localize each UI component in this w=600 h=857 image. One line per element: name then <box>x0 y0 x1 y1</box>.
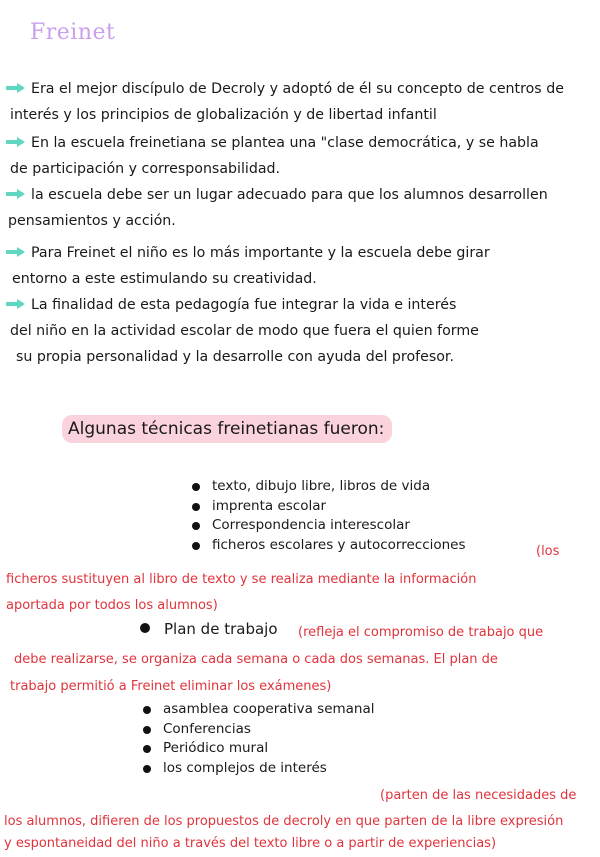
list-item-text: Correspondencia interescolar <box>212 517 410 533</box>
list-item-text: texto, dibujo libre, libros de vida <box>212 478 431 494</box>
paragraph-line: En la escuela freinetiana se plantea una "clase democrática, y se habla <box>31 135 539 151</box>
list-item-text: los complejos de interés <box>163 759 327 776</box>
bullet-dot-icon <box>143 726 151 734</box>
paragraph-4 <box>6 240 586 292</box>
arrow-right-icon <box>6 184 28 198</box>
complejos-note-line: los alumnos, difieren de los propuestos de decroly en que parten de la libre expresión <box>4 814 564 829</box>
paragraph-line: del niño en la actividad escolar de modo que fuera el quien forme <box>10 323 479 339</box>
paragraph-1 <box>6 76 586 128</box>
paragraph-line: Para Freinet el niño es lo más importante y la escuela debe girar <box>31 245 490 261</box>
paragraph-line: de participación y corresponsabilidad. <box>10 161 281 177</box>
paragraph-line: entorno a este estimulando su creatividad. <box>12 271 317 287</box>
list-item-text: Conferencias <box>163 720 251 737</box>
plan-note-line: (refleja el compromiso de trabajo que <box>298 625 544 640</box>
ficheros-note-line: (los <box>536 544 560 559</box>
paragraph-line: la escuela debe ser un lugar adecuado para que los alumnos desarrollen <box>31 187 548 203</box>
paragraph-line: pensamientos y acción. <box>8 213 176 229</box>
list-item <box>143 759 375 779</box>
arrow-right-icon <box>6 132 28 146</box>
ficheros-note-line: ficheros sustituyen al libro de texto y se realiza mediante la información <box>6 572 477 587</box>
list-item-text: Periódico mural <box>163 740 269 756</box>
bullet-dot-icon <box>143 745 151 753</box>
paragraph-line: interés y los principios de globalización y de libertad infantil <box>10 107 437 123</box>
list-item-text: imprenta escolar <box>212 497 327 514</box>
plan-de-trabajo-item <box>140 620 278 638</box>
list-item <box>192 477 466 497</box>
techniques-list-a <box>192 477 466 555</box>
arrow-right-icon <box>6 242 28 256</box>
list-item <box>192 497 466 517</box>
bullet-dot-icon <box>143 765 151 773</box>
techniques-heading: Algunas técnicas freinetianas fueron: <box>62 415 392 443</box>
page-title: Freinet <box>30 20 116 45</box>
arrow-right-icon <box>6 294 28 308</box>
paragraph-5 <box>6 292 586 370</box>
arrow-right-icon <box>6 78 28 92</box>
list-item-text: ficheros escolares y autocorrecciones <box>212 536 466 553</box>
bullet-dot-icon <box>192 483 200 491</box>
paragraph-line: Era el mejor discípulo de Decroly y adoptó de él su concepto de centros de <box>31 81 564 97</box>
list-item <box>143 700 375 720</box>
paragraph-3 <box>6 182 586 234</box>
list-item-text: asamblea cooperativa semanal <box>163 701 375 717</box>
bullet-dot-icon <box>140 623 150 633</box>
list-item <box>143 739 375 759</box>
list-item <box>192 536 466 556</box>
complejos-note-line: (parten de las necesidades de <box>380 788 577 803</box>
plan-note-line: debe realizarse, se organiza cada semana o cada dos semanas. El plan de <box>14 652 498 667</box>
paragraph-line: La finalidad de esta pedagogía fue integrar la vida e interés <box>31 297 457 313</box>
list-item <box>143 720 375 740</box>
plan-label: Plan de trabajo <box>164 620 278 638</box>
ficheros-note-line: aportada por todos los alumnos) <box>6 598 218 613</box>
bullet-dot-icon <box>192 503 200 511</box>
bullet-dot-icon <box>192 542 200 550</box>
techniques-list-b <box>143 700 375 778</box>
paragraph-line: su propia personalidad y la desarrolle con ayuda del profesor. <box>16 349 454 365</box>
plan-note-line: trabajo permitió a Freinet eliminar los exámenes) <box>10 679 332 694</box>
bullet-dot-icon <box>192 522 200 530</box>
list-item <box>192 516 466 536</box>
bullet-dot-icon <box>143 706 151 714</box>
paragraph-2 <box>6 130 586 182</box>
complejos-note-line: y espontaneidad del niño a través del texto libre o a partir de experiencias) <box>4 836 497 851</box>
